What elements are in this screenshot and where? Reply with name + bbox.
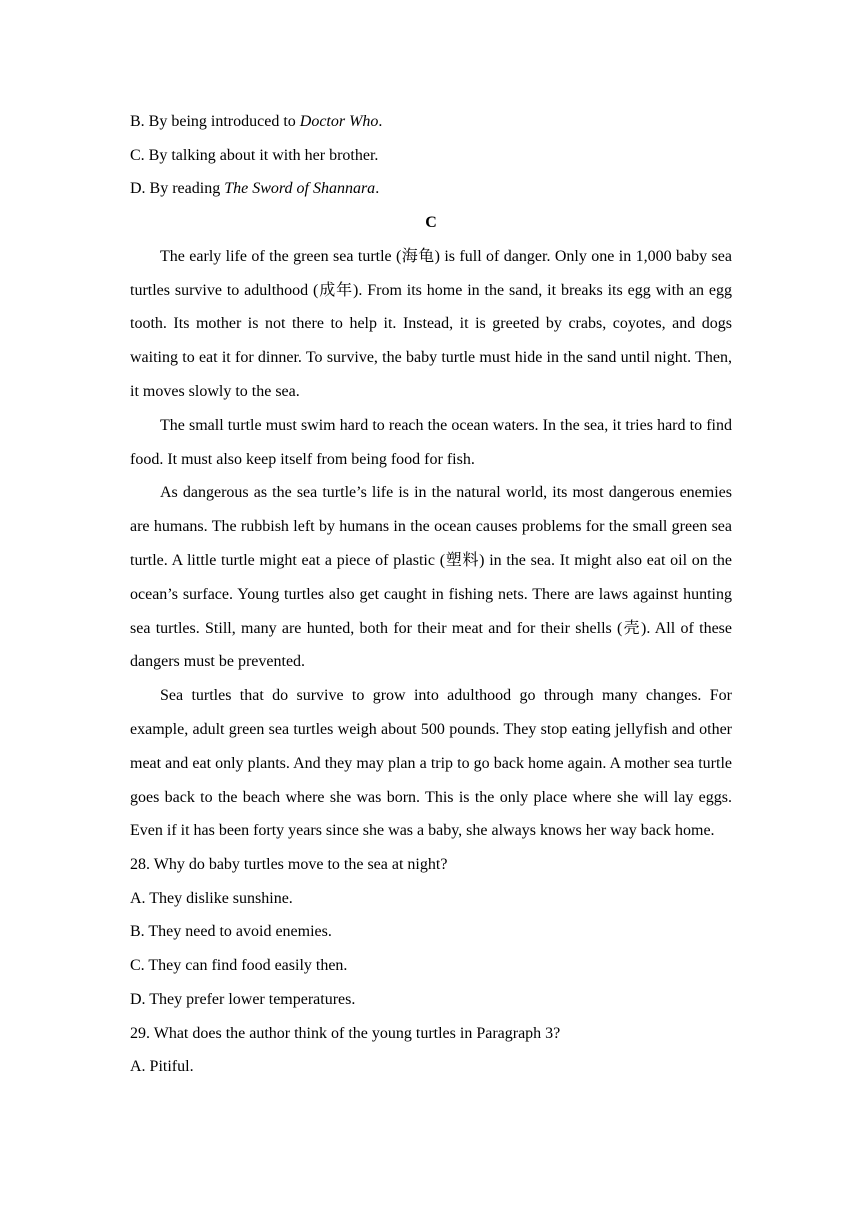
option-d-prev [130, 172, 732, 206]
paragraph-4: Sea turtles that do survive to grow into adulthood go through many changes. For example, adult green sea turtles weigh about 500 pounds. They stop eating jellyfish and other meat and eat only plants. And they may plan a trip to go back home again. A mother sea turtle goes back to the beach where she was born. This is the only place where she will lay eggs. Even if it has been forty years since she was a baby, she always knows her way back home. [130, 687, 732, 840]
option-c-prev: C. By talking about it with her brother. [130, 146, 379, 164]
section-heading: C [425, 214, 437, 232]
question-28-option-b: B. They need to avoid enemies. [130, 923, 332, 941]
option-d-title: The Sword of Shannara [224, 180, 376, 198]
page-content [130, 105, 732, 1084]
question-28-option-c: C. They can find food easily then. [130, 957, 348, 975]
option-b-prev [130, 105, 732, 139]
option-b-text: B. By being introduced to [130, 113, 300, 130]
option-b-title: Doctor Who [299, 113, 379, 130]
paragraph-1: The early life of the green sea turtle (海龟) is full of danger. Only one in 1,000 baby sea turtles survive to adulthood (成年). From its home in the sand, it breaks its egg with an egg tooth. Its mother is not there to help it. Instead, it is greeted by crabs, coyotes, and dogs waiting to eat it for dinner. To survive, the baby turtle must hide in the sand until night. Then, it moves slowly to the sea. [130, 247, 732, 400]
question-28-option-d: D. They prefer lower temperatures. [130, 990, 356, 1008]
option-d-suffix: . [375, 180, 380, 198]
paragraph-2: The small turtle must swim hard to reach the ocean waters. In the sea, it tries hard to find food. It must also keep itself from being food for fish. [130, 416, 732, 468]
question-28-option-a: A. They dislike sunshine. [130, 889, 293, 907]
question-29-stem: 29. What does the author think of the young turtles in Paragraph 3? [130, 1024, 561, 1042]
option-d-text: D. By reading [130, 180, 225, 198]
option-b-suffix: . [378, 113, 383, 130]
question-28-stem: 28. Why do baby turtles move to the sea at night? [130, 856, 448, 874]
paragraph-3: As dangerous as the sea turtle’s life is in the natural world, its most dangerous enemies are humans. The rubbish left by humans in the ocean causes problems for the small green sea turtle. A little turtle might eat a piece of plastic (塑料) in the sea. It might also eat oil on the ocean’s surface. Young turtles also get caught in fishing nets. There are laws against hunting sea turtles. Still, many are hunted, both for their meat and for their shells (壳). All of these dangers must be prevented. [130, 484, 732, 671]
question-29-option-a: A. Pitiful. [130, 1058, 194, 1076]
